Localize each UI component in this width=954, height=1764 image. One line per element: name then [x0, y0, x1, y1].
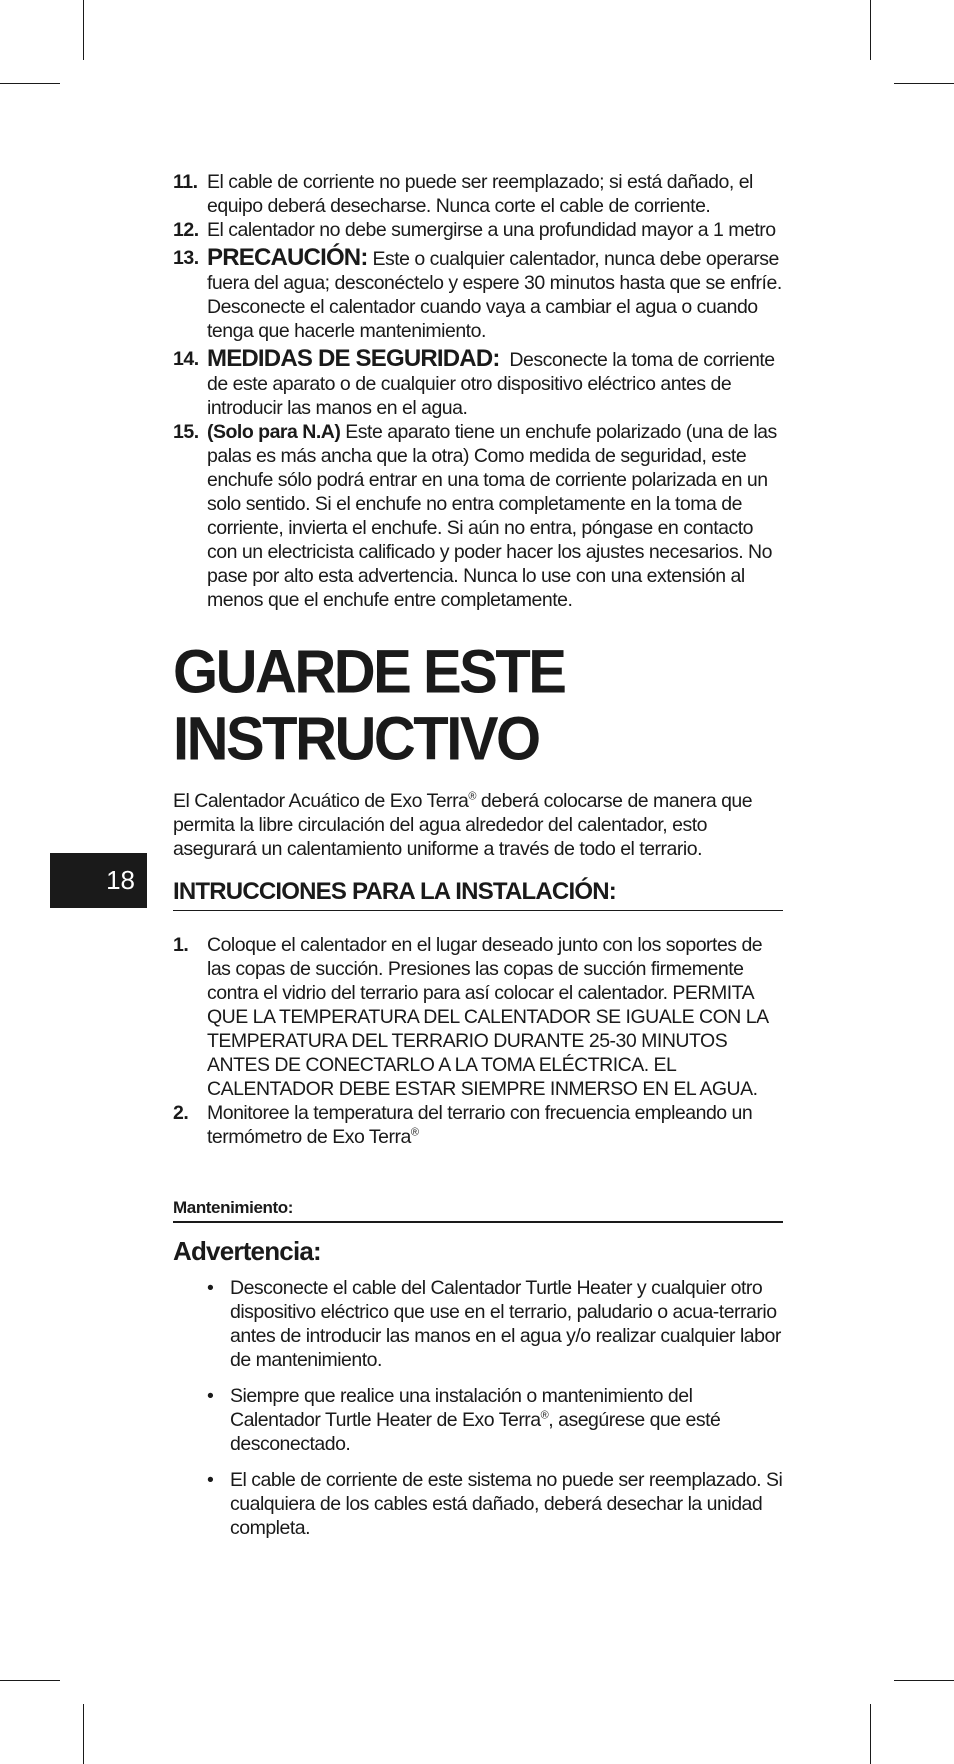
safety-list	[173, 170, 783, 612]
install-item-1	[173, 933, 783, 1101]
item-lead: (Solo para N.A)	[207, 421, 341, 443]
warning-text: Siempre que realice una instalación o mantenimiento del Calentador Turtle Heater de Exo Terra	[230, 1385, 693, 1431]
item-lead: PRECAUCIÓN:	[207, 244, 368, 271]
intro-text-after: deberá colocarse de manera que permita la libre circulación del agua alrededor del calentador, esto asegurará un calentamiento uniforme a través de todo el terrario.	[173, 790, 753, 860]
item-number: 1.	[173, 934, 189, 956]
bullet-point: •	[207, 1277, 214, 1299]
warning-heading: Advertencia:	[173, 1236, 321, 1266]
item-number: 11.	[173, 171, 198, 193]
warning-item-2	[173, 1384, 783, 1456]
item-number: 14.	[173, 348, 199, 370]
item-text: El calentador no debe sumergirse a una profundidad mayor a 1 metro	[207, 219, 776, 241]
crop-mark-top-right-h	[894, 83, 954, 84]
crop-mark-bottom-left-v	[83, 1704, 84, 1764]
item-lead: MEDIDAS DE SEGURIDAD:	[207, 345, 500, 372]
warning-item-3	[173, 1468, 783, 1540]
item-text: Coloque el calentador en el lugar deseado junto con los soportes de las copas de succión. Presiones las copas de succión firmemente contra el vidrio del terrario para así colocar el calentador. PERMITA QUE LA TEMPERATURA DEL CALENTADOR SE IGUALE CON LA TEMPERATURA DEL TERRARIO DURANTE 25-30 MINUTOS ANTES DE CONECTARLO A LA TOMA ELÉCTRICA. EL CALENTADOR DEBE ESTAR SIEMPRE INMERSO EN EL AGUA.	[207, 934, 768, 1100]
bullet-point: •	[207, 1385, 214, 1407]
document-content	[173, 170, 783, 1552]
installation-list	[173, 933, 783, 1149]
crop-mark-top-left-v	[83, 0, 84, 60]
installation-heading: INTRUCCIONES PARA LA INSTALACIÓN:	[173, 877, 783, 911]
crop-mark-top-left-h	[0, 83, 60, 84]
item-number: 15.	[173, 421, 199, 443]
intro-paragraph	[173, 789, 783, 861]
item-text: Este aparato tiene un enchufe polarizado (una de las palas es más ancha que la otra) Como medida de seguridad, este enchufe sólo podrá entrar en una toma de corriente polarizada en un solo sentido. Si el enchufe no entra completamente en la toma de corriente, invierta el enchufe. Si aún no entra, póngase en contacto con un electricista calificado y poder hacer los ajustes necesarios. No pase por alto esta advertencia. Nunca lo use con una extensión al menos que el enchufe entre completamente.	[207, 421, 777, 611]
crop-mark-bottom-left-h	[0, 1680, 60, 1681]
maintenance-heading: Mantenimiento:	[173, 1197, 783, 1223]
registered-mark: ®	[410, 1126, 419, 1139]
main-title: GUARDE ESTE INSTRUCTIVO	[173, 637, 565, 774]
safety-item-14	[173, 347, 783, 420]
bullet-point: •	[207, 1469, 214, 1491]
warning-text: Desconecte el cable del Calentador Turtle Heater y cualquier otro dispositivo eléctrico que use en el terrario, paludario o acua-terrario antes de introducir las manos en el agua y/o realizar cualquier labor de mantenimiento.	[230, 1277, 781, 1371]
crop-mark-bottom-right-h	[894, 1680, 954, 1681]
warning-text-after: , asegúrese que esté desconectado.	[230, 1409, 721, 1455]
registered-mark: ®	[468, 790, 477, 803]
item-number: 13.	[173, 247, 199, 269]
item-text: Desconecte la toma de corriente de este aparato o de cualquier otro dispositivo eléctrico antes de introducir las manos en el agua.	[207, 349, 775, 419]
warning-list	[173, 1276, 783, 1540]
crop-mark-bottom-right-v	[870, 1704, 871, 1764]
item-text: Este o cualquier calentador, nunca debe operarse fuera del agua; desconéctelo y espere 30 minutos hasta que se enfríe. Desconecte el calentador cuando vaya a cambiar el agua o cuando tenga que hacerle mantenimiento.	[207, 248, 782, 342]
safety-item-11	[173, 170, 783, 218]
warning-item-1	[173, 1276, 783, 1372]
item-number: 2.	[173, 1102, 189, 1124]
item-number: 12.	[173, 219, 199, 241]
safety-item-13	[173, 246, 783, 343]
safety-item-15	[173, 420, 783, 612]
safety-item-12	[173, 218, 783, 242]
item-text: El cable de corriente no puede ser reemplazado; si está dañado, el equipo deberá desecharse. Nunca corte el cable de corriente.	[207, 171, 753, 217]
intro-text-before: El Calentador Acuático de Exo Terra	[173, 790, 469, 812]
registered-mark: ®	[540, 1409, 549, 1422]
warning-text: El cable de corriente de este sistema no puede ser reemplazado. Si cualquiera de los cables está dañado, deberá desechar la unidad completa.	[230, 1469, 783, 1539]
page-number: 18	[106, 865, 135, 895]
install-item-2	[173, 1101, 783, 1149]
item-text: Monitoree la temperatura del terrario con frecuencia empleando un termómetro de Exo Terra	[207, 1102, 753, 1148]
page-number-tab	[50, 853, 147, 908]
crop-mark-top-right-v	[870, 0, 871, 60]
